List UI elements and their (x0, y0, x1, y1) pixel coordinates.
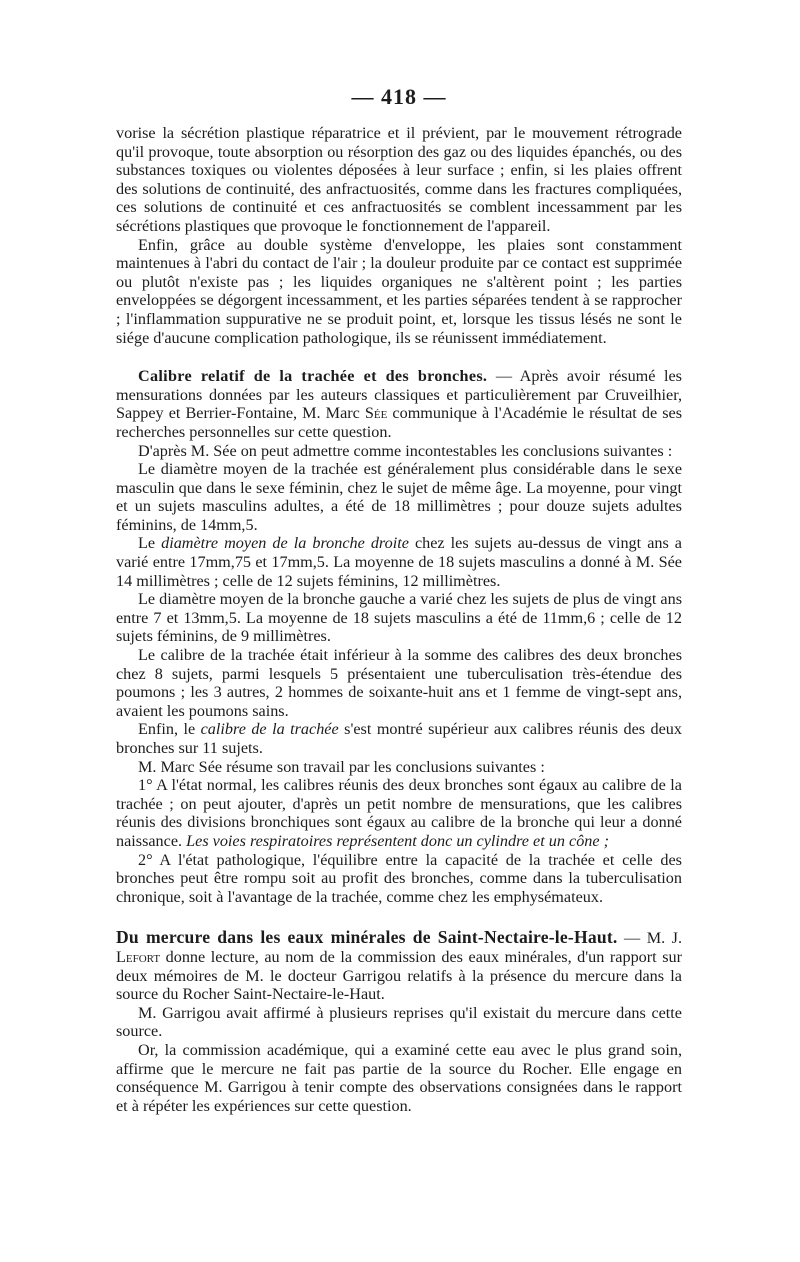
calibre-paragraph-4-italic: diamètre moyen de la bronche droite (161, 534, 409, 553)
mercure-section-heading: Du mercure dans les eaux minérales de Saint-Nectaire-le-Haut. (116, 927, 618, 948)
spacer (116, 906, 682, 928)
calibre-paragraph-6: Le calibre de la trachée était inférieur à la somme des calibres des deux bronches chez 8 sujets, parmi lesquels 5 présentaient une tuberculisation très-étendue des poumons ; les 3 autres, 2 hommes de soixante-huit ans et 1 femme de vingt-sept ans, avaient les poumons sains. (116, 646, 682, 720)
page-number: — 418 — (351, 84, 447, 109)
calibre-paragraph-4 (116, 534, 682, 590)
mercure-paragraph-1-text: — M. J. (617, 929, 682, 948)
calibre-paragraph-5: Le diamètre moyen de la bronche gauche a varié chez les sujets de plus de vingt ans entre 7 et 13mm,5. La moyenne de 18 sujets masculins a été de 11mm,6 ; celle de 12 sujets féminins, de 9 millimètres. (116, 590, 682, 646)
spacer (116, 347, 682, 367)
calibre-paragraph-2: D'après M. Sée on peut admettre comme incontestables les conclusions suivantes : (138, 441, 673, 460)
calibre-paragraph-4-start: Le (138, 534, 162, 553)
calibre-author-name: Sée (364, 404, 388, 423)
calibre-paragraph-1 (116, 367, 682, 441)
calibre-paragraph-3: Le diamètre moyen de la trachée est généralement plus considérable dans le sexe masculin que dans le sexe féminin, chez le sujet de même âge. La moyenne, pour vingt et un sujets masculins adultes, a été de 18 millimètres ; pour douze sujets adultes féminins, de 14mm,5. (116, 460, 682, 534)
calibre-paragraph-8: M. Marc Sée résume son travail par les conclusions suivantes : (138, 757, 545, 776)
calibre-paragraph-7-italic: calibre de la trachée (200, 720, 339, 739)
intro-paragraph-1: vorise la sécrétion plastique réparatrice et il prévient, par le mouvement rétrograde qu'il provoque, toute absorption ou résorption des gaz ou des liquides épanchés, ou des substances toxiques ou violentes déposées à leur surface ; enfin, si les plaies offrent des solutions de continuité, des anfractuosités, comme dans les fractures compliquées, ces solutions de continuité et ces anfractuosités se comblent incessamment par les sécrétions plastiques que provoque le fonctionnement de l'appareil. (116, 124, 682, 235)
mercure-paragraph-1-end: donne lecture, au nom de la commission des eaux minérales, d'un rapport sur deux mémoires de M. le docteur Garrigou relatifs à la présence du mercure dans la source du Rocher Saint-Nectaire-le-Haut. (116, 947, 682, 1004)
calibre-paragraph-1-end: communique à l'Académie le résultat de ses recherches personnelles sur cette question. (116, 404, 682, 441)
mercure-paragraph-3: Or, la commission académique, qui a examiné cette eau avec le plus grand soin, affirme que le mercure ne fait pas partie de la source du Rocher. Elle engage en conséquence M. Garrigou à tenir compte des observations consignées dans le rapport et à répéter les expériences sur cette question. (116, 1040, 682, 1115)
mercure-author-name: Lefort (116, 947, 161, 966)
mercure-paragraph-1 (116, 928, 682, 1003)
calibre-section-heading: Calibre relatif de la trachée et des bronches. (138, 367, 488, 386)
calibre-paragraph-1-text: — Après avoir résumé les mensurations données par les auteurs classiques et particulièrement par Cruveilhier, Sappey et Berrier-Fontaine, M. Marc (116, 367, 682, 423)
calibre-paragraph-7-start: Enfin, le (138, 720, 201, 739)
calibre-paragraph-10: 2° A l'état pathologique, l'équilibre entre la capacité de la trachée et celle des bronches peut être rompu soit au profit des bronches, comme dans la tuberculisation chronique, soit à l'avantage de la trachée, comme chez les emphysémateux. (116, 850, 682, 906)
calibre-paragraph-4-end: chez les sujets au-dessus de vingt ans a varié entre 17mm,75 et 17mm,5. La moyenne de 18 sujets masculins a donné à M. Sée 14 millimètres ; celle de 12 sujets féminins, 12 millimètres. (116, 534, 682, 590)
calibre-paragraph-7 (116, 720, 682, 757)
calibre-paragraph-7-end: s'est montré supérieur aux calibres réunis des deux bronches sur 11 sujets. (116, 720, 682, 757)
calibre-paragraph-9-start: 1° A l'état normal, les calibres réunis des deux bronches sont égaux au calibre de la trachée ; on peut ajouter, d'après un petit nombre de mensurations, que les calibres réunis des divisions bronchiques sont égaux au calibre de la bronche qui leur a donné naissance. (116, 776, 682, 850)
intro-paragraph-2: Enfin, grâce au double système d'enveloppe, les plaies sont constamment maintenues à l'abri du contact de l'air ; la douleur produite par ce contact est supprimée ou plutôt n'existe pas ; les liquides organiques ne s'altèrent point ; les parties enveloppées se dégorgent incessamment, et les parties séparées tendent à se rapprocher ; l'inflammation suppurative ne se produit point, et, lorsque les tissus lésés ne sont le siége d'aucune complication pathologique, ils se réunissent immédiatement. (116, 235, 682, 347)
calibre-paragraph-9 (116, 776, 682, 850)
mercure-paragraph-2: M. Garrigou avait affirmé à plusieurs reprises qu'il existait du mercure dans cette source. (116, 1003, 682, 1041)
calibre-paragraph-9-italic: Les voies respiratoires représentent donc un cylindre et un cône ; (186, 831, 609, 850)
book-page (116, 84, 682, 1115)
